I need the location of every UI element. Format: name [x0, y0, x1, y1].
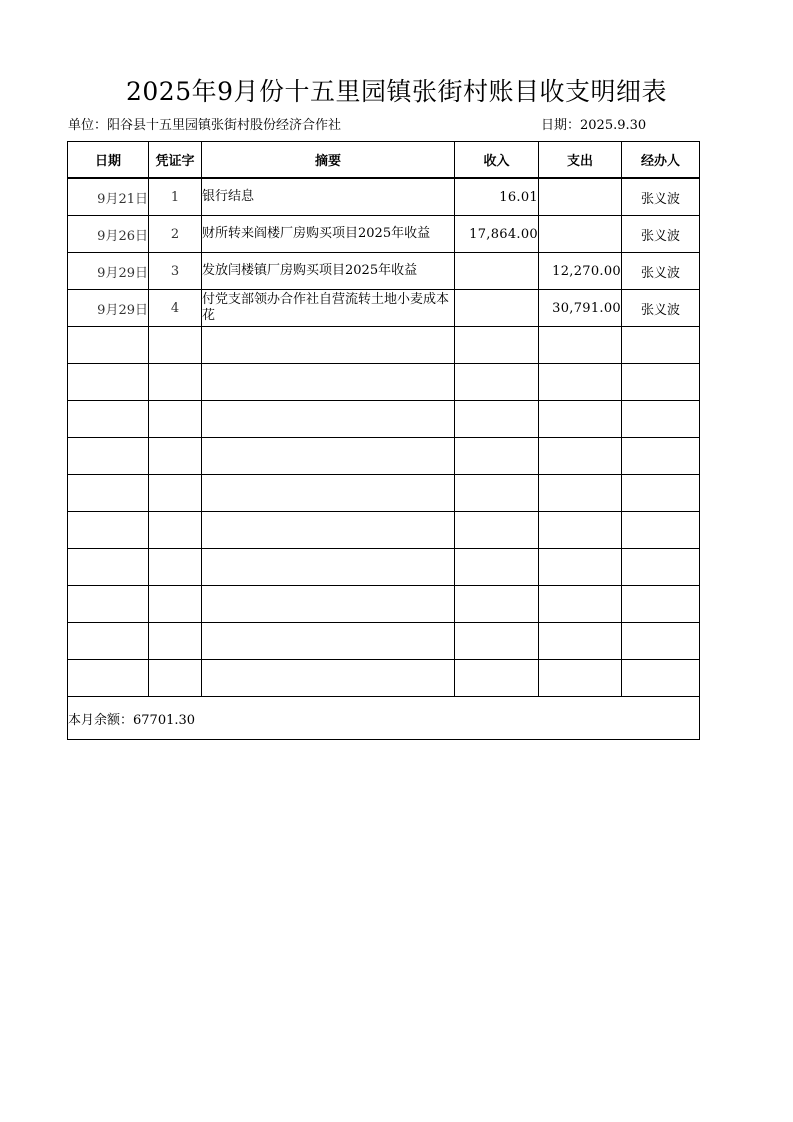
ledger-table — [67, 141, 700, 740]
cell-summary: 银行结息 — [202, 178, 455, 216]
cell-handler — [622, 475, 700, 512]
cell-date — [68, 475, 149, 512]
cell-income — [455, 512, 539, 549]
cell-date — [68, 401, 149, 438]
cell-income: 16.01 — [455, 178, 539, 216]
cell-handler: 张义波 — [622, 216, 700, 253]
cell-expense — [539, 623, 622, 660]
cell-expense — [539, 364, 622, 401]
cell-handler — [622, 364, 700, 401]
cell-handler — [622, 549, 700, 586]
cell-expense — [539, 549, 622, 586]
column-header-expense: 支出 — [539, 142, 622, 179]
table-row — [68, 475, 700, 512]
cell-date — [68, 512, 149, 549]
table-row — [68, 586, 700, 623]
table-header-row — [68, 142, 700, 179]
column-header-income: 收入 — [455, 142, 539, 179]
table-row — [68, 364, 700, 401]
cell-date — [68, 364, 149, 401]
ledger-body — [68, 178, 700, 697]
cell-expense: 12,270.00 — [539, 253, 622, 290]
table-row — [68, 178, 700, 216]
cell-date: 9月29日 — [68, 253, 149, 290]
cell-income — [455, 364, 539, 401]
table-row — [68, 253, 700, 290]
table-row — [68, 290, 700, 327]
cell-handler — [622, 438, 700, 475]
cell-handler — [622, 327, 700, 364]
footer-row — [68, 697, 700, 740]
cell-summary: 付党支部领办合作社自营流转土地小麦成本花 — [202, 290, 455, 327]
table-row — [68, 401, 700, 438]
cell-income — [455, 586, 539, 623]
cell-voucher — [149, 401, 202, 438]
table-row — [68, 327, 700, 364]
cell-expense — [539, 327, 622, 364]
cell-handler — [622, 623, 700, 660]
cell-handler — [622, 512, 700, 549]
cell-date — [68, 549, 149, 586]
cell-handler — [622, 401, 700, 438]
cell-date: 9月29日 — [68, 290, 149, 327]
column-header-date: 日期 — [68, 142, 149, 179]
table-row — [68, 623, 700, 660]
cell-expense — [539, 660, 622, 697]
cell-summary — [202, 549, 455, 586]
cell-handler: 张义波 — [622, 253, 700, 290]
cell-voucher — [149, 512, 202, 549]
cell-income — [455, 327, 539, 364]
table-row — [68, 216, 700, 253]
cell-summary — [202, 327, 455, 364]
column-header-summary: 摘要 — [202, 142, 455, 179]
unit-label: 单位：阳谷县十五里园镇张街村股份经济合作社 — [68, 118, 342, 133]
table-row — [68, 660, 700, 697]
table-row — [68, 438, 700, 475]
cell-voucher — [149, 438, 202, 475]
cell-income — [455, 549, 539, 586]
cell-expense — [539, 216, 622, 253]
cell-income — [455, 290, 539, 327]
cell-date: 9月21日 — [68, 178, 149, 216]
cell-date — [68, 586, 149, 623]
cell-income — [455, 438, 539, 475]
cell-summary — [202, 586, 455, 623]
cell-voucher — [149, 660, 202, 697]
cell-voucher: 2 — [149, 216, 202, 253]
cell-handler: 张义波 — [622, 290, 700, 327]
cell-income — [455, 623, 539, 660]
cell-date — [68, 660, 149, 697]
cell-summary — [202, 475, 455, 512]
cell-income — [455, 253, 539, 290]
cell-expense: 30,791.00 — [539, 290, 622, 327]
cell-income — [455, 475, 539, 512]
cell-expense — [539, 438, 622, 475]
cell-handler — [622, 660, 700, 697]
cell-summary — [202, 623, 455, 660]
cell-summary — [202, 660, 455, 697]
cell-voucher — [149, 549, 202, 586]
column-header-handler: 经办人 — [622, 142, 700, 179]
cell-summary — [202, 364, 455, 401]
cell-date — [68, 438, 149, 475]
table-row — [68, 512, 700, 549]
cell-summary — [202, 512, 455, 549]
cell-income — [455, 401, 539, 438]
cell-expense — [539, 401, 622, 438]
cell-voucher — [149, 623, 202, 660]
cell-summary — [202, 438, 455, 475]
cell-voucher — [149, 364, 202, 401]
monthly-balance: 本月余额：67701.30 — [68, 697, 700, 740]
cell-voucher — [149, 475, 202, 512]
cell-voucher: 1 — [149, 178, 202, 216]
cell-summary — [202, 401, 455, 438]
cell-handler: 张义波 — [622, 178, 700, 216]
cell-date — [68, 327, 149, 364]
cell-handler — [622, 586, 700, 623]
cell-date: 9月26日 — [68, 216, 149, 253]
cell-expense — [539, 512, 622, 549]
cell-voucher — [149, 327, 202, 364]
cell-income: 17,864.00 — [455, 216, 539, 253]
cell-expense — [539, 475, 622, 512]
date-label: 日期：2025.9.30 — [541, 118, 647, 133]
cell-voucher: 3 — [149, 253, 202, 290]
cell-voucher: 4 — [149, 290, 202, 327]
cell-summary: 财所转来阎楼厂房购买项目2025年收益 — [202, 216, 455, 253]
cell-date — [68, 623, 149, 660]
page-title: 2025年9月份十五里园镇张街村账目收支明细表 — [125, 77, 668, 106]
table-row — [68, 549, 700, 586]
cell-voucher — [149, 586, 202, 623]
cell-expense — [539, 178, 622, 216]
cell-summary: 发放闫楼镇厂房购买项目2025年收益 — [202, 253, 455, 290]
column-header-voucher: 凭证字 — [149, 142, 202, 179]
cell-income — [455, 660, 539, 697]
cell-expense — [539, 586, 622, 623]
